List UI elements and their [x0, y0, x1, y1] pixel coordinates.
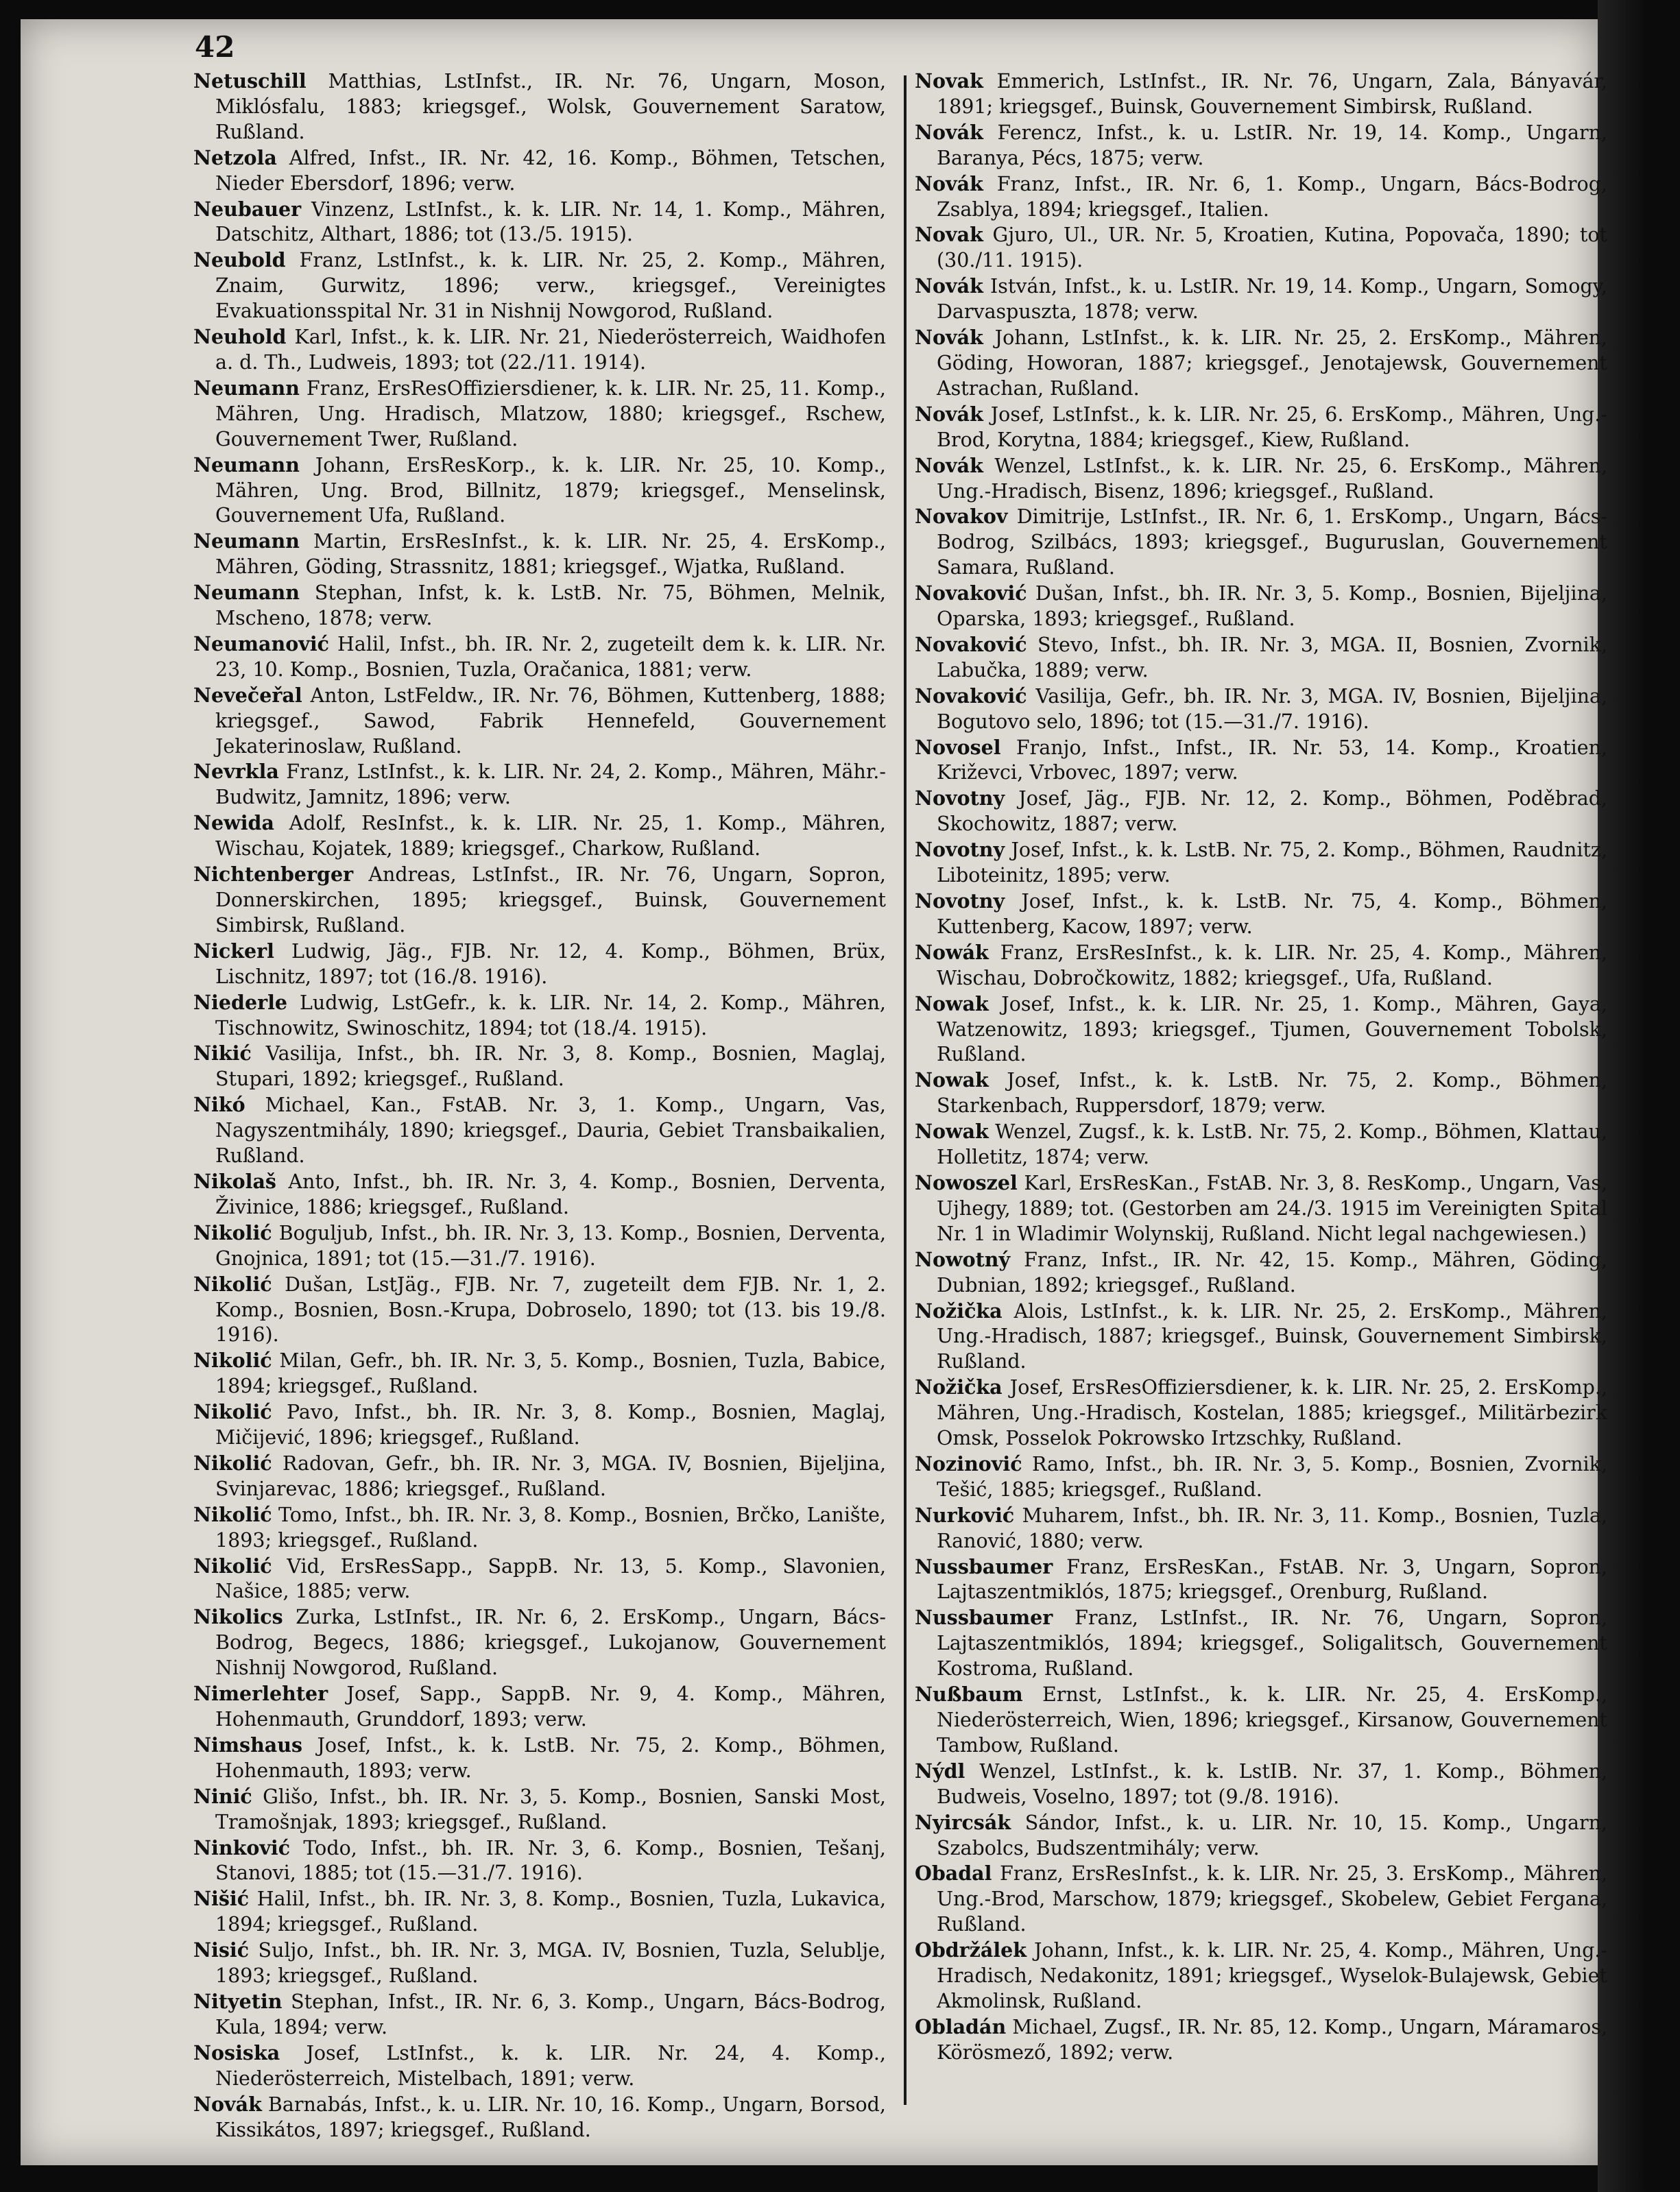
casualty-entry [193, 453, 886, 529]
casualty-entry [915, 504, 1607, 581]
entry-details: Vasilija, Gefr., bh. IR. Nr. 3, MGA. IV, Bosnien, Bijeljina, Bogutovo selo, 1896; tot (15.—31./7. 1916). [937, 684, 1607, 733]
entry-surname: Newida [193, 811, 274, 835]
entry-surname: Novák [915, 120, 983, 144]
entry-surname: Netzola [193, 145, 277, 169]
entry-details: Barnabás, Infst., k. u. LIR. Nr. 10, 16. Komp., Ungarn, Borsod, Kissikátos, 1897; kriegsgef., Rußland. [215, 2093, 886, 2141]
page-number: 42 [195, 30, 235, 64]
entry-details: Matthias, LstInfst., IR. Nr. 76, Ungarn, Moson, Miklósfalu, 1883; kriegsgef., Wolsk, Gouvernement Saratow, Rußland. [215, 70, 886, 143]
casualty-entry [193, 376, 886, 453]
entry-surname: Obladán [915, 2014, 1007, 2038]
entry-surname: Nityetin [193, 1989, 283, 2013]
entry-details: Alfred, Infst., IR. Nr. 42, 16. Komp., Böhmen, Tetschen, Nieder Ebersdorf, 1896; verw. [215, 146, 886, 195]
casualty-entry [193, 683, 886, 760]
entry-details: Franz, ErsResInfst., k. k. LIR. Nr. 25, 4. Komp., Mähren, Wischau, Dobročkowitz, 1882; kriegsgef., Ufa, Rußland. [937, 941, 1607, 989]
entry-surname: Neumanović [193, 631, 329, 655]
casualty-entry [915, 1375, 1607, 1452]
entry-surname: Novák [915, 453, 983, 477]
entry-details: Josef, Infst., k. k. LstB. Nr. 75, 4. Komp., Böhmen, Kuttenberg, Kacow, 1897; verw. [937, 890, 1607, 938]
entry-details: Todo, Infst., bh. IR. Nr. 3, 6. Komp., Bosnien, Tešanj, Stanovi, 1885; tot (15.—31./7. 1916). [215, 1836, 886, 1885]
entry-details: Josef, Infst., k. k. LIR. Nr. 25, 1. Komp., Mähren, Gaya, Watzenowitz, 1893; kriegsgef., Tjumen, Gouvernement Tobolsk, Rußland. [937, 992, 1607, 1066]
entry-surname: Nožička [915, 1375, 1003, 1399]
entry-details: István, Infst., k. u. LstIR. Nr. 19, 14. Komp., Ungarn, Somogy, Darvaspuszta, 1878; verw. [937, 275, 1607, 324]
entry-surname: Nowak [915, 1120, 989, 1144]
entry-surname: Nozinović [915, 1452, 1022, 1476]
casualty-entry [193, 197, 886, 248]
entry-surname: Nikolics [193, 1605, 283, 1629]
entry-surname: Nowoszel [915, 1170, 1018, 1194]
entry-details: Franz, Infst., IR. Nr. 42, 15. Komp., Mähren, Göding, Dubnian, 1892; kriegsgef., Rußland. [937, 1248, 1607, 1297]
entry-details: Franz, ErsResKan., FstAB. Nr. 3, Ungarn, Sopron, Lajtaszentmiklós, 1875; kriegsgef., Orenburg, Rußland. [937, 1555, 1607, 1604]
entry-surname: Nevrkla [193, 760, 279, 784]
entry-details: Josef, Sapp., SappB. Nr. 9, 4. Komp., Mähren, Hohenmauth, Grunddorf, 1893; verw. [215, 1683, 886, 1731]
casualty-entry [193, 810, 886, 862]
entry-surname: Nikolaš [193, 1169, 276, 1193]
entry-surname: Nevečeřal [193, 683, 302, 707]
entry-surname: Nußbaum [915, 1683, 1023, 1707]
entry-surname: Niederle [193, 990, 288, 1014]
entry-details: Stevo, Infst., bh. IR. Nr. 3, MGA. II, Bosnien, Zvornik, Labučka, 1889; verw. [937, 633, 1607, 682]
entry-details: Michael, Zugsf., IR. Nr. 85, 12. Komp., Ungarn, Máramaros, Körösmező, 1892; verw. [937, 2015, 1607, 2064]
entry-surname: Novotny [915, 838, 1005, 862]
casualty-entry [193, 631, 886, 683]
casualty-entry [193, 1886, 886, 1938]
entry-details: Vasilija, Infst., bh. IR. Nr. 3, 8. Komp., Bosnien, Maglaj, Stupari, 1892; kriegsgef., Rußland. [215, 1042, 886, 1091]
casualty-entry [193, 2040, 886, 2092]
entry-details: Ramo, Infst., bh. IR. Nr. 3, 5. Komp., Bosnien, Zvornik, Tešić, 1885; kriegsgef., Rußland. [937, 1452, 1607, 1501]
casualty-entry [193, 939, 886, 990]
entry-details: Adolf, ResInfst., k. k. LIR. Nr. 25, 1. Komp., Mähren, Wischau, Kojatek, 1889; kriegsgef., Charkow, Rußland. [215, 812, 886, 860]
entry-surname: Nimerlehter [193, 1682, 328, 1706]
casualty-entry [915, 684, 1607, 735]
entry-surname: Nurković [915, 1503, 1015, 1527]
entry-details: Anton, LstFeldw., IR. Nr. 76, Böhmen, Kuttenberg, 1888; kriegsgef., Sawod, Fabrik Hennefeld, Gouvernement Jekaterinoslaw, Rußland. [215, 684, 886, 758]
casualty-entry [193, 1784, 886, 1835]
entry-surname: Neumann [193, 453, 300, 477]
entry-details: Franjo, Infst., Infst., IR. Nr. 53, 14. Komp., Kroatien, Križevci, Vrbovec, 1897; verw. [937, 736, 1607, 784]
casualty-entry [193, 1041, 886, 1092]
entry-details: Ludwig, Jäg., FJB. Nr. 12, 4. Komp., Böhmen, Brüx, Lischnitz, 1897; tot (16./8. 1916). [215, 939, 886, 988]
entry-surname: Nosiska [193, 2040, 280, 2064]
casualty-entry [193, 1502, 886, 1554]
entry-surname: Nikolić [193, 1272, 272, 1296]
entry-details: Johann, ErsResKorp., k. k. LIR. Nr. 25, 10. Komp., Mähren, Ung. Brod, Billnitz, 1879; kriegsgef., Menselinsk, Gouvernement Ufa, Rußland. [215, 453, 886, 527]
entry-details: Milan, Gefr., bh. IR. Nr. 3, 5. Komp., Bosnien, Tuzla, Babice, 1894; kriegsgef., Rußland. [215, 1349, 886, 1398]
entry-details: Wenzel, LstInfst., k. k. LstIB. Nr. 37, 1. Komp., Böhmen, Budweis, Voselno, 1897; tot (9./8. 1916). [937, 1759, 1607, 1808]
entry-surname: Ninić [193, 1784, 252, 1808]
casualty-entry [915, 1810, 1607, 1862]
casualty-entry [193, 324, 886, 376]
casualty-entry [915, 453, 1607, 505]
entry-details: Glišo, Infst., bh. IR. Nr. 3, 5. Komp., Bosnien, Sanski Most, Tramošnjak, 1893; kriegsgef., Rußland. [215, 1785, 886, 1833]
entry-details: Emmerich, LstInfst., IR. Nr. 76, Ungarn, Zala, Bányavár, 1891; kriegsgef., Buinsk, Gouvernement Simbirsk, Rußland. [937, 70, 1607, 118]
casualty-entry [915, 735, 1607, 786]
entry-details: Gjuro, Ul., UR. Nr. 5, Kroatien, Kutina, Popovača, 1890; tot (30./11. 1915). [937, 224, 1607, 272]
entry-details: Karl, ErsResKan., FstAB. Nr. 3, 8. ResKomp., Ungarn, Vas, Ujhegy, 1889; tot. (Gestorben am 24./3. 1915 im Vereinigten Spital Nr. 1 in Wladimir Wolynskij, Rußland. Nicht legal nachgewiesen.) [937, 1171, 1607, 1245]
entry-surname: Nisić [193, 1938, 250, 1962]
entry-details: Stephan, Infst, k. k. LstB. Nr. 75, Böhmen, Melnik, Mscheno, 1878; verw. [215, 581, 886, 630]
casualty-entry [915, 837, 1607, 889]
entry-details: Josef, Infst., k. k. LstB. Nr. 75, 2. Komp., Böhmen, Raudnitz, Liboteinitz, 1895; verw. [937, 839, 1607, 887]
casualty-entry [915, 1068, 1607, 1119]
entry-surname: Nikolić [193, 1400, 272, 1424]
entry-surname: Nowotný [915, 1247, 1011, 1271]
entry-surname: Nichtenberger [193, 863, 354, 887]
entry-surname: Novak [915, 69, 983, 93]
entry-details: Josef, Infst., k. k. LstB. Nr. 75, 2. Komp., Böhmen, Hohenmauth, 1893; verw. [215, 1733, 886, 1782]
casualty-entry [193, 580, 886, 631]
entry-details: Ferencz, Infst., k. u. LstIR. Nr. 19, 14. Komp., Ungarn, Baranya, Pécs, 1875; verw. [937, 121, 1607, 169]
entry-surname: Novotny [915, 889, 1005, 913]
casualty-entry [193, 1220, 886, 1272]
entry-surname: Nišić [193, 1887, 250, 1911]
entry-surname: Nussbaumer [915, 1606, 1053, 1630]
entry-details: Ludwig, LstGefr., k. k. LIR. Nr. 14, 2. Komp., Mähren, Tischnowitz, Swinoschitz, 1894; tot (18./4. 1915). [215, 991, 886, 1039]
casualty-entry [915, 69, 1607, 120]
casualty-entry [915, 1247, 1607, 1299]
entry-surname: Novák [915, 402, 983, 426]
entry-surname: Nýdl [915, 1759, 965, 1783]
casualty-entry [193, 145, 886, 197]
entry-details: Halil, Infst., bh. IR. Nr. 3, 8. Komp., Bosnien, Tuzla, Lukavica, 1894; kriegsgef., Rußland. [215, 1888, 886, 1936]
entry-details: Michael, Kan., FstAB. Nr. 3, 1. Komp., Ungarn, Vas, Nagyszentmihály, 1890; kriegsgef., Dauria, Gebiet Transbaikalien, Rußland. [215, 1094, 886, 1168]
entry-details: Johann, LstInfst., k. k. LIR. Nr. 25, 2. ErsKomp., Mähren, Göding, Howoran, 1887; kriegsgef., Jenotajewsk, Gouvernement Astrachan, Rußland. [937, 326, 1607, 400]
entry-details: Suljo, Infst., bh. IR. Nr. 3, MGA. IV, Bosnien, Tuzla, Selublje, 1893; kriegsgef., Rußland. [215, 1939, 886, 1988]
entry-surname: Nowák [915, 940, 989, 964]
entry-surname: Netuschill [193, 69, 307, 93]
casualty-entry [915, 1503, 1607, 1554]
entry-surname: Nikolić [193, 1220, 272, 1244]
entry-surname: Novakov [915, 505, 1008, 529]
entry-details: Vid, ErsResSapp., SappB. Nr. 13, 5. Komp., Slavonien, Našice, 1885; verw. [215, 1554, 886, 1603]
casualty-entry [193, 990, 886, 1041]
entry-surname: Novotny [915, 786, 1005, 810]
casualty-entry [915, 171, 1607, 223]
entry-details: Franz, ErsResInfst., k. k. LIR. Nr. 25, 3. ErsKomp., Mähren, Ung.-Brod, Marschow, 1879; kriegsgef., Skobelew, Gebiet Fergana, Rußland. [937, 1862, 1607, 1936]
entry-surname: Neuhold [193, 325, 287, 349]
casualty-entry [915, 1682, 1607, 1759]
entry-surname: Nikó [193, 1093, 245, 1117]
casualty-entry [193, 1681, 886, 1733]
entry-surname: Nikolić [193, 1502, 272, 1526]
right-column [915, 69, 1607, 2066]
casualty-entry [193, 1169, 886, 1220]
entry-details: Franz, LstInfst., k. k. LIR. Nr. 24, 2. Komp., Mähren, Mähr.-Budwitz, Jamnitz, 1896; verw. [215, 760, 886, 809]
casualty-entry [193, 1554, 886, 1605]
entry-surname: Neumann [193, 581, 300, 605]
entry-details: Karl, Infst., k. k. LIR. Nr. 21, Niederösterreich, Waidhofen a. d. Th., Ludweis, 1893; tot (22./11. 1914). [215, 326, 886, 374]
casualty-entry [193, 1989, 886, 2040]
entry-details: Sándor, Infst., k. u. LIR. Nr. 10, 15. Komp., Ungarn, Szabolcs, Budszentmihály; verw. [937, 1811, 1607, 1859]
casualty-entry [915, 120, 1607, 171]
entry-details: Halil, Infst., bh. IR. Nr. 2, zugeteilt dem k. k. LIR. Nr. 23, 10. Komp., Bosnien, Tuzla, Oračanica, 1881; verw. [215, 632, 886, 681]
entry-surname: Novák [915, 171, 983, 195]
casualty-entry [915, 222, 1607, 274]
entry-details: Vinzenz, LstInfst., k. k. LIR. Nr. 14, 1. Komp., Mähren, Datschitz, Althart, 1886; tot (13./5. 1915). [215, 197, 886, 246]
casualty-entry [915, 889, 1607, 940]
entry-surname: Novak [915, 223, 983, 247]
entry-details: Stephan, Infst., IR. Nr. 6, 3. Komp., Ungarn, Bács-Bodrog, Kula, 1894; verw. [215, 1990, 886, 2038]
casualty-entry [915, 940, 1607, 991]
entry-surname: Nikolić [193, 1349, 272, 1373]
entry-surname: Neubauer [193, 197, 302, 221]
casualty-entry [915, 1861, 1607, 1938]
casualty-entry [915, 1759, 1607, 1810]
entry-surname: Nikić [193, 1041, 252, 1065]
casualty-entry [915, 991, 1607, 1068]
scan-edge [1598, 0, 1680, 2192]
entry-details: Wenzel, Zugsf., k. k. LstB. Nr. 75, 2. Komp., Böhmen, Klattau, Holletitz, 1874; verw. [937, 1120, 1607, 1169]
casualty-entry [193, 1348, 886, 1399]
entry-details: Andreas, LstInfst., IR. Nr. 76, Ungarn, Sopron, Donnerskirchen, 1895; kriegsgef., Buinsk, Gouvernement Simbirsk, Rußland. [215, 863, 886, 937]
entry-details: Martin, ErsResInfst., k. k. LIR. Nr. 25, 4. ErsKomp., Mähren, Göding, Strassnitz, 1881; kriegsgef., Wjatka, Rußland. [215, 530, 886, 579]
casualty-entry [915, 632, 1607, 684]
entry-details: Franz, LstInfst., IR. Nr. 76, Ungarn, Sopron, Lajtaszentmiklós, 1894; kriegsgef., Soligalitsch, Gouvernement Kostroma, Rußland. [937, 1606, 1607, 1681]
entry-surname: Nikolić [193, 1451, 272, 1475]
casualty-entry [915, 1299, 1607, 1375]
entry-surname: Nikolić [193, 1554, 272, 1578]
casualty-entry [193, 1835, 886, 1887]
entry-details: Muharem, Infst., bh. IR. Nr. 3, 11. Komp., Bosnien, Tuzla, Ranović, 1880; verw. [937, 1504, 1607, 1552]
entry-surname: Novák [915, 274, 983, 298]
entry-details: Josef, LstInfst., k. k. LIR. Nr. 25, 6. ErsKomp., Mähren, Ung.-Brod, Korytna, 1884; kriegsgef., Kiew, Rußland. [937, 402, 1607, 451]
entry-details: Franz, LstInfst., k. k. LIR. Nr. 25, 2. Komp., Mähren, Znaim, Gurwitz, 1896; verw., kriegsgef., Vereinigtes Evakuationsspital Nr. 31 in Nishnij Nowgorod, Rußland. [215, 249, 886, 323]
entry-surname: Neumann [193, 376, 300, 400]
entry-details: Franz, ErsResOffiziersdiener, k. k. LIR. Nr. 25, 11. Komp., Mähren, Ung. Hradisch, Mlatzow, 1880; kriegsgef., Rschew, Gouvernement Twer, Rußland. [215, 376, 886, 450]
entry-details: Tomo, Infst., bh. IR. Nr. 3, 8. Komp., Bosnien, Brčko, Lanište, 1893; kriegsgef., Rußland. [215, 1503, 886, 1552]
entry-surname: Nickerl [193, 939, 274, 963]
casualty-entry [915, 1119, 1607, 1170]
entry-details: Zurka, LstInfst., IR. Nr. 6, 2. ErsKomp., Ungarn, Bács-Bodrog, Begecs, 1886; kriegsgef., Lukojanow, Gouvernement Nishnij Nowgorod, Rußland. [215, 1606, 886, 1680]
casualty-entry [915, 786, 1607, 837]
entry-surname: Nožička [915, 1299, 1003, 1323]
casualty-entry [915, 1938, 1607, 2014]
entry-surname: Obadal [915, 1862, 992, 1886]
entry-surname: Obdržálek [915, 1938, 1027, 1962]
entry-surname: Nowak [915, 991, 989, 1015]
casualty-entry [193, 759, 886, 810]
entry-details: Johann, Infst., k. k. LIR. Nr. 25, 4. Komp., Mähren, Ung.-Hradisch, Nedakonitz, 1891; kriegsgef., Wyselok-Bulajewsk, Gebiet Akmolinsk, Rußland. [937, 1939, 1607, 2012]
casualty-entry [915, 581, 1607, 632]
casualty-entry [915, 1554, 1607, 1606]
entry-surname: Nimshaus [193, 1733, 303, 1757]
casualty-entry [193, 1451, 886, 1502]
entry-surname: Neubold [193, 248, 286, 272]
casualty-entry [915, 274, 1607, 325]
casualty-entry [193, 1938, 886, 1989]
casualty-entry [193, 1272, 886, 1349]
entry-details: Anto, Infst., bh. IR. Nr. 3, 4. Komp., Bosnien, Derventa, Živinice, 1886; kriegsgef., Rußland. [215, 1170, 886, 1218]
entry-details: Josef, Jäg., FJB. Nr. 12, 2. Komp., Böhmen, Poděbrad, Skochowitz, 1887; verw. [937, 787, 1607, 836]
entry-details: Josef, ErsResOffiziersdiener, k. k. LIR. Nr. 25, 2. ErsKomp., Mähren, Ung.-Hradisch, Kostelan, 1885; kriegsgef., Militärbezirk Omsk, Posselok Pokrowsko Irtzschky, Rußland. [937, 1376, 1607, 1450]
column-divider [904, 75, 907, 2105]
entry-details: Josef, LstInfst., k. k. LIR. Nr. 24, 4. Komp., Niederösterreich, Mistelbach, 1891; verw. [215, 2041, 886, 2090]
casualty-entry [193, 1399, 886, 1451]
entry-details: Dušan, LstJäg., FJB. Nr. 7, zugeteilt dem FJB. Nr. 1, 2. Komp., Bosnien, Bosn.-Krupa, Dobroselo, 1890; tot (13. bis 19./8. 1916). [215, 1273, 886, 1347]
casualty-entry [193, 1733, 886, 1784]
entry-details: Dimitrije, LstInfst., IR. Nr. 6, 1. ErsKomp., Ungarn, Bács-Bodrog, Szilbács, 1893; kriegsgef., Buguruslan, Gouvernement Samara, Rußland. [937, 505, 1607, 579]
casualty-entry [193, 1604, 886, 1681]
entry-surname: Novaković [915, 684, 1027, 708]
entry-surname: Nyircsák [915, 1810, 1011, 1834]
entry-details: Josef, Infst., k. k. LstB. Nr. 75, 2. Komp., Böhmen, Starkenbach, Ruppersdorf, 1879; verw. [937, 1069, 1607, 1118]
left-column [193, 69, 886, 2143]
casualty-entry [915, 1170, 1607, 1247]
entry-surname: Nowak [915, 1068, 989, 1092]
casualty-entry [915, 1605, 1607, 1682]
casualty-entry [193, 69, 886, 145]
entry-surname: Novosel [915, 735, 1001, 759]
casualty-entry [915, 1452, 1607, 1503]
casualty-entry [193, 2092, 886, 2143]
entry-details: Radovan, Gefr., bh. IR. Nr. 3, MGA. IV, Bosnien, Bijeljina, Svinjarevac, 1886; kriegsgef., Rußland. [215, 1452, 886, 1500]
casualty-entry [193, 529, 886, 580]
entry-surname: Novák [915, 326, 983, 350]
entry-details: Dušan, Infst., bh. IR. Nr. 3, 5. Komp., Bosnien, Bijeljina, Oparska, 1893; kriegsgef., Rußland. [937, 582, 1607, 631]
entry-details: Wenzel, LstInfst., k. k. LIR. Nr. 25, 6. ErsKomp., Mähren, Ung.-Hradisch, Bisenz, 1896; kriegsgef., Rußland. [937, 454, 1607, 503]
casualty-entry [193, 862, 886, 939]
entry-details: Pavo, Infst., bh. IR. Nr. 3, 8. Komp., Bosnien, Maglaj, Mičijević, 1896; kriegsgef., Rußland. [215, 1401, 886, 1449]
entry-details: Franz, Infst., IR. Nr. 6, 1. Komp., Ungarn, Bács-Bodrog, Zsablya, 1894; kriegsgef., Italien. [937, 172, 1607, 221]
entry-details: Boguljub, Infst., bh. IR. Nr. 3, 13. Komp., Bosnien, Derventa, Gnojnica, 1891; tot (15.—31./7. 1916). [215, 1221, 886, 1270]
casualty-entry [915, 325, 1607, 402]
entry-details: Alois, LstInfst., k. k. LIR. Nr. 25, 2. ErsKomp., Mähren, Ung.-Hradisch, 1887; kriegsgef., Buinsk, Gouvernement Simbirsk, Rußland. [937, 1299, 1607, 1373]
entry-surname: Nussbaumer [915, 1554, 1053, 1578]
casualty-entry [193, 248, 886, 324]
casualty-entry [915, 2014, 1607, 2066]
entry-surname: Novaković [915, 632, 1027, 656]
entry-surname: Novák [193, 2092, 262, 2116]
entry-surname: Ninković [193, 1835, 291, 1859]
entry-surname: Novaković [915, 581, 1027, 605]
entry-surname: Neumann [193, 529, 300, 553]
casualty-entry [193, 1092, 886, 1169]
entry-details: Ernst, LstInfst., k. k. LIR. Nr. 25, 4. ErsKomp., Niederösterreich, Wien, 1896; kriegsgef., Kirsanow, Gouvernement Tambow, Rußland. [937, 1683, 1607, 1757]
casualty-entry [915, 402, 1607, 453]
